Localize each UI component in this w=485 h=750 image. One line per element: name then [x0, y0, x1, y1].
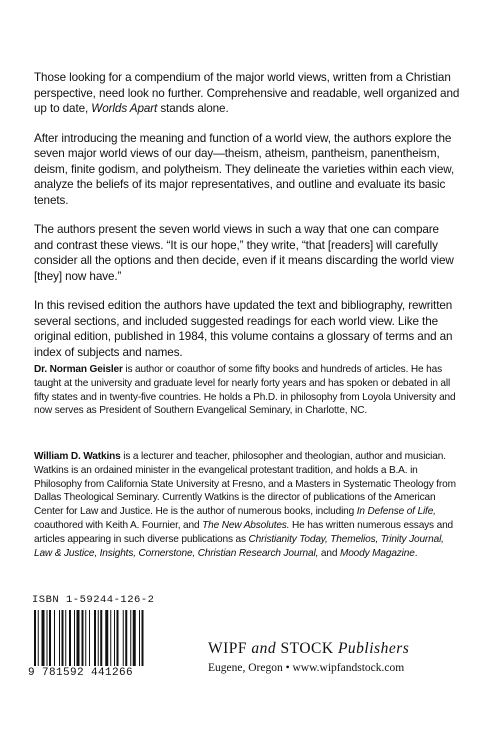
blurb-paragraph-3: The authors present the seven world views in such a way that one can compare and contrast these views. “It is our hope,” they write, “that [readers] will carefully consider all the options and then decide, even if it means discarding the world view [they] now have.” — [34, 223, 454, 283]
barcode-icon — [28, 610, 178, 666]
publication-name: Moody Magazine — [339, 547, 415, 559]
blurb-text: Those looking for a compendium of the major world views, written from a Christian perspective, need look no further. Comprehensive and readable, well organized and up to date, — [34, 71, 460, 115]
bio-text: coauthored with Keith A. Fournier, and — [34, 519, 203, 531]
bio-text: He has written numerous essays and articles appearing in such diverse publications as — [34, 519, 453, 545]
barcode-number: 9 781592 441266 — [28, 667, 134, 679]
author-bio-geisler — [34, 363, 462, 418]
barcode-block — [28, 594, 178, 686]
bio-text: is a lecturer and teacher, philosopher and theologian, author and musician. Watkins is an ordained minister in the evangelical protestant tradition, and holds a B.A. in Philosophy from California State University at Fresno, and a Masters in Systematic Theology from Dallas Theological Seminary. Currently Watkins is the director of publications of the American Center for Law and Justice. He is the author of numerous books, including — [34, 451, 456, 518]
publisher-name: WIPF and STOCK Publishers — [208, 640, 410, 657]
book-title: The New Absolutes. — [202, 519, 290, 531]
blurb — [34, 70, 460, 374]
book-title: In Defense of Life, — [356, 506, 436, 518]
publisher-address: Eugene, Oregon • www.wipfandstock.com — [208, 662, 405, 674]
isbn-label: ISBN 1-59244-126-2 — [32, 594, 155, 606]
blurb-text: stands alone. — [157, 102, 229, 115]
author-name: William D. Watkins — [34, 451, 121, 462]
author-name: Dr. Norman Geisler — [34, 364, 123, 375]
author-bio-watkins — [34, 450, 462, 560]
book-title: Worlds Apart — [91, 102, 158, 115]
blurb-paragraph-1 — [34, 70, 460, 117]
blurb-paragraph-4: In this revised edition the authors have updated the text and bibliography, rewritten several sections, and included suggested readings for each world view. Like the original edition, published in 1984, this volume contains a glossary of terms and an index of subjects and names. — [34, 299, 453, 359]
bio-text: is author or coauthor of some fifty books and hundreds of articles. He has taught at the university and graduate level for nearly forty years and has spoken or debated in all fifty states and in twenty-five countries. He holds a Ph.D. in philosophy from Loyola University and now serves as President of Southern Evangelical Seminary, in Charlotte, NC. — [34, 364, 456, 417]
publication-list: Christianity Today, Themelios, Trinity Journal, Law & Justice, Insights, Cornerstone, Christian Research Journal, — [34, 533, 444, 559]
bio-text: and — [318, 547, 340, 559]
bio-text: . — [414, 547, 418, 559]
blurb-paragraph-2: After introducing the meaning and function of a world view, the authors explore the seven major world views of our day—theism, atheism, pantheism, panentheism, deism, finite godism, and polytheism. They delineate the varieties within each view, analyze the beliefs of its major representatives, and outline and evaluate its basic tenets. — [34, 131, 455, 207]
